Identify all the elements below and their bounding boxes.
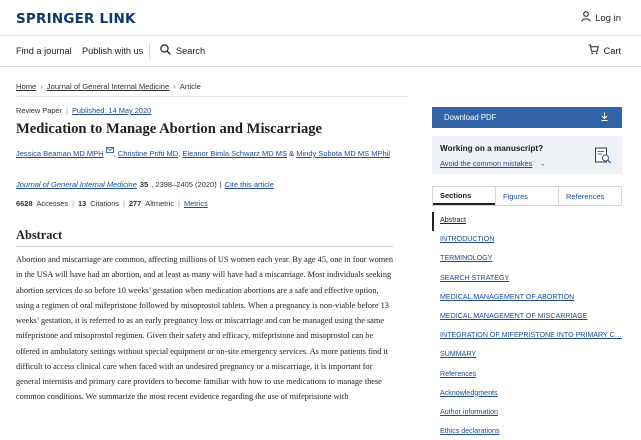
- section-link-terminology[interactable]: TERMINOLOGY: [440, 254, 493, 263]
- separator: |: [219, 180, 222, 189]
- nav-bar: [0, 36, 641, 67]
- accesses-count: 6628: [16, 199, 33, 208]
- email-icon[interactable]: [106, 149, 114, 158]
- section-link-abstract[interactable]: Abstract: [432, 212, 622, 231]
- manuscript-heading: Working on a manuscript?: [440, 144, 544, 153]
- section-link-ethics[interactable]: Ethics declarations: [440, 427, 500, 436]
- springer-link-logo[interactable]: SPRINGER LINK: [16, 11, 136, 27]
- breadcrumb: [16, 82, 201, 91]
- manuscript-promo: [432, 136, 622, 174]
- chevron-right-icon: ›: [173, 82, 176, 91]
- breadcrumb-home[interactable]: Home: [16, 82, 37, 91]
- section-link-summary[interactable]: SUMMARY: [440, 350, 477, 359]
- section-link-integration[interactable]: INTEGRATION OF MIFEPRISTONE INTO PRIMARY C…: [440, 331, 622, 340]
- article-meta: [16, 106, 151, 115]
- avoid-mistakes-link[interactable]: Avoid the common mistakes: [440, 159, 533, 168]
- section-link-author-information[interactable]: Author information: [440, 407, 498, 416]
- abstract-heading: Abstract: [16, 228, 63, 242]
- download-pdf-button[interactable]: [432, 107, 622, 128]
- author-link[interactable]: Jessica Beaman MD MPH: [16, 149, 104, 158]
- search-icon: [160, 44, 171, 57]
- section-link-management-abortion[interactable]: MEDICAL MANAGEMENT OF ABORTION: [440, 292, 575, 301]
- cart-label: Cart: [603, 45, 621, 56]
- document-search-icon: [594, 147, 612, 170]
- author-separator: &: [289, 149, 295, 158]
- section-link-references[interactable]: References: [440, 369, 477, 378]
- nav-divider: [149, 43, 150, 60]
- cite-this-article-link[interactable]: Cite this article: [224, 180, 274, 189]
- cart-button[interactable]: [588, 44, 621, 57]
- author-link[interactable]: Mindy Sobota MD MS MPhil: [296, 149, 391, 158]
- sidebar-tabs: [432, 186, 622, 206]
- divider: [16, 246, 393, 247]
- volume: 35: [139, 180, 149, 189]
- login-button[interactable]: [581, 11, 621, 25]
- citations-count: 13: [78, 199, 87, 208]
- login-label: Log in: [595, 12, 621, 24]
- separator: |: [178, 199, 180, 208]
- tab-references[interactable]: References: [558, 187, 621, 205]
- separator: |: [123, 199, 125, 208]
- journal-link[interactable]: Journal of General Internal Medicine: [16, 180, 137, 189]
- article-type: Review Paper: [16, 106, 63, 115]
- publish-with-us-link[interactable]: Publish with us: [82, 46, 144, 56]
- abstract-text: Abortion and miscarriage are common, affecting millions of US women each year. By age 45, one in four women in the USA will have had an abortion, and at least as many will have had a miscarriage. Most individuals seeking abortion services do so before 10 weeks’ gestation when medication abortions are a safe and effective option, using a regimen of oral mifepristone followed by misoprostol tablets. When a pregnancy is non-viable before 13 weeks’ gestation, it is referred to as an early pregnancy loss or miscarriage and can be managed using the same mifepristone and misoprostol regimen. Given their safety and efficacy, mifepristone and misoprostol can be offered in ambulatory settings without special equipment or on-site emergency services. As more patients find it difficult to access clinical care when faced with an undesired pregnancy or a miscarriage, it is important for general internists and primary care providers to become familiar with how to use medications to manage these common conditions. We summarize the most recent evidence regarding the use of mifepristone with: [16, 255, 394, 402]
- citations-label: Citations: [90, 199, 120, 208]
- separator: |: [72, 199, 75, 208]
- article-title: Medication to Manage Abortion and Miscarriage: [16, 121, 323, 137]
- pages: , 2398–2405 (2020): [151, 180, 217, 189]
- search-button[interactable]: [160, 44, 205, 57]
- section-link-acknowledgments[interactable]: Acknowledgments: [440, 388, 498, 397]
- citation-line: [16, 180, 274, 189]
- author-link[interactable]: Christine Prifti MD: [117, 149, 179, 158]
- top-bar: [0, 0, 641, 36]
- section-link-management-miscarriage[interactable]: MEDICAL MANAGEMENT OF MISCARRIAGE: [440, 311, 588, 320]
- breadcrumb-article: Article: [179, 82, 201, 91]
- author-list: Jessica Beaman MD MPH , Christine Prifti MD, Eleanor Bimla Schwarz MD MS & Mindy Sobota MD MS MPhil: [16, 149, 391, 158]
- separator: |: [66, 106, 68, 115]
- article-metrics: [16, 199, 208, 208]
- section-link-introduction[interactable]: INTRODUCTION: [440, 235, 495, 244]
- published-date[interactable]: Published: 14 May 2020: [71, 106, 152, 115]
- divider: [16, 96, 408, 97]
- download-pdf-label: Download PDF: [444, 113, 497, 122]
- abstract-body: [16, 252, 394, 405]
- chevron-right-icon: ›: [40, 82, 43, 91]
- search-label: Search: [176, 45, 206, 56]
- section-link-search-strategy[interactable]: SEARCH STRATEGY: [440, 273, 510, 282]
- metrics-link[interactable]: Metrics: [183, 199, 208, 208]
- sections-list: [432, 212, 622, 440]
- user-icon: [581, 11, 591, 25]
- arrow-right-icon: →: [538, 161, 546, 168]
- altmetric-label: Altmetric: [145, 199, 175, 208]
- tab-sections[interactable]: Sections: [433, 187, 495, 205]
- author-link[interactable]: Eleanor Bimla Schwarz MD MS: [182, 149, 288, 158]
- altmetric-count: 277: [128, 199, 142, 208]
- accesses-label: Accesses: [36, 199, 69, 208]
- download-icon: [601, 112, 608, 123]
- breadcrumb-journal[interactable]: Journal of General Internal Medicine: [46, 82, 170, 91]
- cart-icon: [588, 44, 599, 57]
- find-journal-link[interactable]: Find a journal: [16, 46, 72, 56]
- tab-figures[interactable]: Figures: [495, 187, 558, 205]
